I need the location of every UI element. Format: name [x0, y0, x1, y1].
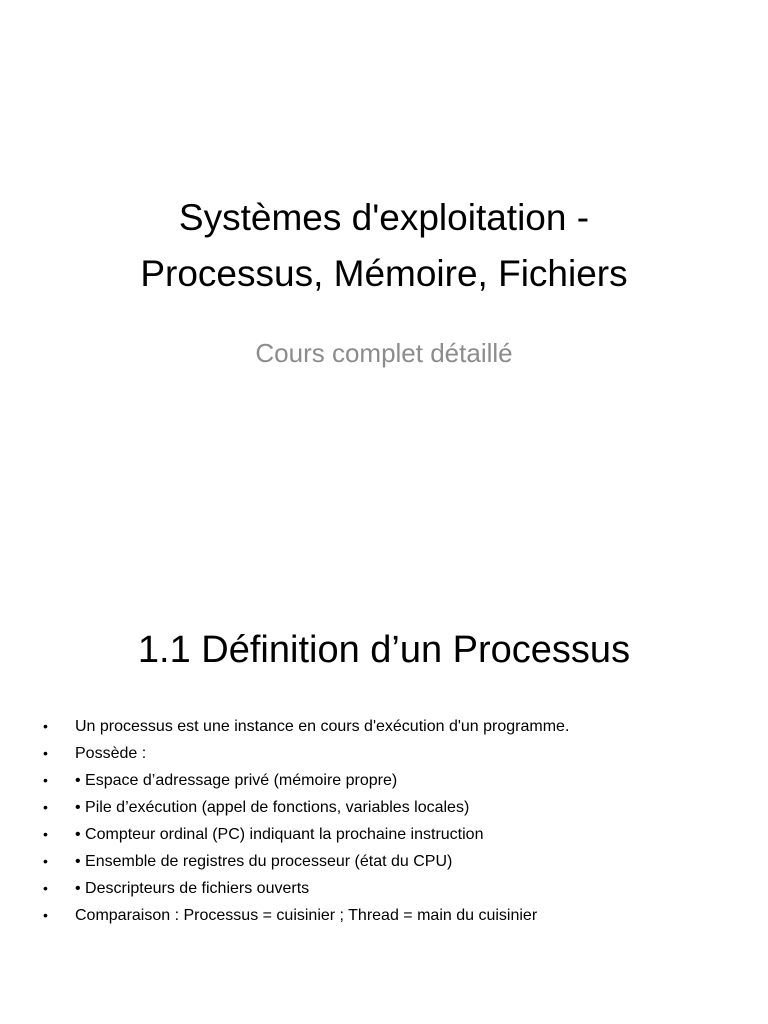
- list-item-text: Possède :: [75, 745, 147, 762]
- list-item: [40, 740, 730, 767]
- bullet-marker: •: [43, 907, 48, 923]
- content-slide: [0, 576, 768, 1024]
- slide-title-line-1: Systèmes d'exploitation -: [178, 197, 590, 238]
- slide-title: [40, 190, 728, 302]
- bullet-marker: •: [43, 718, 48, 734]
- bullet-marker: •: [43, 799, 48, 815]
- list-item: [40, 713, 730, 740]
- bullet-marker: •: [43, 880, 48, 896]
- list-item-text: • Descripteurs de fichiers ouverts: [75, 880, 310, 897]
- bullet-marker: •: [43, 853, 48, 869]
- list-item-text: • Pile d’exécution (appel de fonctions, variables locales): [75, 799, 470, 816]
- list-item: [40, 848, 730, 875]
- slide-subtitle: Cours complet détaillé: [255, 338, 513, 368]
- bullet-marker: •: [43, 745, 48, 761]
- bullet-marker: •: [43, 772, 48, 788]
- list-item: [40, 767, 730, 794]
- list-item-text: • Ensemble de registres du processeur (état du CPU): [75, 853, 453, 870]
- list-item-text: • Espace d’adressage privé (mémoire propre): [75, 772, 398, 789]
- section-title: 1.1 Définition d’un Processus: [137, 629, 631, 671]
- bullet-list: [40, 713, 730, 929]
- list-item-text: Un processus est une instance en cours d'exécution d'un programme.: [75, 718, 570, 735]
- list-item-text: Comparaison : Processus = cuisinier ; Thread = main du cuisinier: [75, 907, 538, 924]
- list-item-text: • Compteur ordinal (PC) indiquant la prochaine instruction: [75, 826, 484, 843]
- list-item: [40, 875, 730, 902]
- slide-title-line-2: Processus, Mémoire, Fichiers: [140, 253, 628, 294]
- list-item: [40, 794, 730, 821]
- bullet-marker: •: [43, 826, 48, 842]
- list-item: [40, 902, 730, 929]
- list-item: [40, 821, 730, 848]
